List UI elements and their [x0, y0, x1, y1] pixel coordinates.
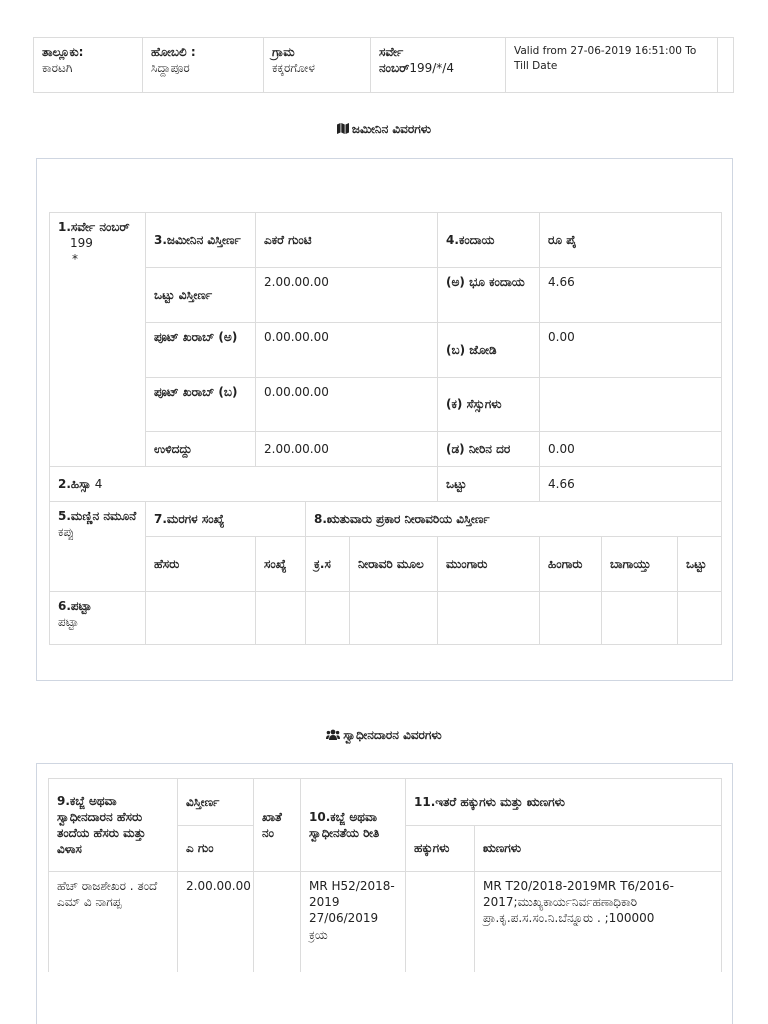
col-mungaru: ಮುಂಗಾರು	[438, 537, 540, 592]
total-extent-value: 2.00.00.00	[256, 268, 438, 323]
col-name: ಹೆಸರು	[146, 537, 256, 592]
owner-khata	[254, 872, 301, 972]
empty-cell	[540, 592, 602, 645]
remaining-label: ಉಳಿದದ್ದು	[146, 432, 256, 467]
empty-cell	[306, 592, 350, 645]
owner-details-table	[48, 778, 722, 972]
water-rate-value: 0.00	[540, 432, 722, 467]
hissa-value: 4	[94, 476, 103, 491]
owner-rights	[406, 872, 475, 972]
extent-label: 3.ಜಮೀನಿನ ವಿಸ್ತೀರ್ಣ	[146, 213, 256, 268]
owner-rights-header: 11.ಇತರೆ ಹಕ್ಕುಗಳು ಮತ್ತು ಋಣಗಳು	[406, 779, 722, 826]
col-krs: ಕ್ರ.ಸ	[306, 537, 350, 592]
owner-name-header: 9.ಕಬ್ಜೆ ಅಥವಾ ಸ್ವಾಧೀನದಾರನ ಹೆಸರು ತಂದೆಯ ಹೆಸರು ಮತ್ತು ವಿಳಾಸ	[49, 779, 178, 872]
tax-label: 4.ಕಂದಾಯ	[438, 213, 540, 268]
owner-section-title-text: ಸ್ವಾಧೀನದಾರನ ವಿವರಗಳು	[343, 728, 442, 742]
jodi-value: 0.00	[540, 323, 722, 378]
survey-no-label: 1.ಸರ್ವೇ ನಂಬರ್	[58, 220, 130, 234]
taluk-cell	[34, 38, 143, 93]
taluk-value: ಕಾರಟಗಿ	[42, 61, 73, 76]
cess-value	[540, 378, 722, 432]
patta-label: 6.ಪಟ್ಟಾ	[58, 599, 92, 613]
total-value: 4.66	[540, 467, 722, 502]
survey-cell	[371, 38, 506, 93]
survey-no-cell	[50, 213, 146, 467]
patta-cell	[50, 592, 146, 645]
col-hingaru: ಹಿಂಗಾರು	[540, 537, 602, 592]
patta-value: ಪಟ್ಟಾ	[58, 615, 79, 630]
land-details-table	[49, 212, 722, 645]
land-tax-label: (ಅ) ಭೂ ಕಂದಾಯ	[438, 268, 540, 323]
col-source: ನೀರಾವರಿ ಮೂಲ	[350, 537, 438, 592]
survey-label-2: ನಂಬರ್	[379, 61, 410, 76]
empty-cell	[256, 592, 306, 645]
empty-cell	[602, 592, 678, 645]
owner-liabilities: MR T20/2018-2019MR T6/2016-2017;ಮುಖ್ಯಕಾರ್ಯನಿರ್ವಹಣಾಧಿಕಾರಿ ಪ್ರಾ.ಕೃ.ಪ.ಸ.ಸಂ.ನಿ.ಬೆನ್ನೂರು . ;100000	[475, 872, 722, 972]
empty-cell	[350, 592, 438, 645]
owner-extent-header: ವಿಸ್ತೀರ್ಣ	[178, 779, 254, 826]
owner-method: MR H52/2018-2019 27/06/2019 ಕ್ರಯ	[301, 872, 406, 972]
empty-cell	[146, 592, 256, 645]
empty-cell	[678, 592, 722, 645]
owner-extent: 2.00.00.00	[178, 872, 254, 972]
survey-label: ಸರ್ವೇ	[379, 45, 404, 59]
remaining-value: 2.00.00.00	[256, 432, 438, 467]
irrigation-label: 8.ಋತುವಾರು ಪ್ರಕಾರ ನೀರಾವರಿಯ ವಿಸ್ತೀರ್ಣ	[306, 502, 722, 537]
owner-method-header: 10.ಕಬ್ಜೆ ಅಥವಾ ಸ್ವಾಧೀನತೆಯ ರೀತಿ	[301, 779, 406, 872]
map-icon	[337, 123, 349, 137]
owner-liabilities-sub: ಋಣಗಳು	[475, 826, 722, 872]
village-cell	[264, 38, 371, 93]
soil-label: 5.ಮಣ್ಣಿನ ನಮೂನೆ	[58, 509, 137, 523]
jodi-label: (ಬ) ಜೋಡಿ	[438, 323, 540, 378]
village-label: ಗ್ರಾಮ	[272, 45, 295, 59]
total-label: ಒಟ್ಟು	[438, 467, 540, 502]
col-count: ಸಂಖ್ಯೆ	[256, 537, 306, 592]
owner-section-title	[0, 728, 768, 743]
soil-cell	[50, 502, 146, 592]
pot-kharab-b-label: ಪೂಟ್ ಖರಾಬ್ (ಬ)	[146, 378, 256, 432]
validity-cell	[506, 38, 718, 93]
land-section-title-text: ಜಮೀನಿನ ವಿವರಗಳು	[351, 122, 432, 136]
soil-value: ಕಪ್ಪು	[58, 525, 75, 540]
village-value: ಕಕ್ಕರಗೋಳ	[272, 61, 315, 76]
pot-kharab-a-value: 0.00.00.00	[256, 323, 438, 378]
validity-text: Valid from 27-06-2019 16:51:00 To Till Date	[514, 45, 697, 73]
owner-khata-header: ಖಾತೆ ನಂ	[254, 779, 301, 872]
total-extent-label: ಒಟ್ಟು ವಿಸ್ತೀರ್ಣ	[146, 268, 256, 323]
users-icon	[326, 729, 340, 743]
owner-name: ಹೆಚ್ ರಾಜಶೇಖರ . ತಂದೆ ಎಮ್ ವಿ ನಾಗಪ್ಪ	[49, 872, 178, 972]
col-bagayat: ಬಾಗಾಯ್ತು	[602, 537, 678, 592]
hissa-cell	[50, 467, 438, 502]
hissa-label: 2.ಹಿಸ್ಸಾ	[58, 476, 91, 491]
pot-kharab-a-label: ಪೂಟ್ ಖರಾಬ್ (ಅ)	[146, 323, 256, 378]
cess-label: (ಕ) ಸೆಸ್ಸುಗಳು	[438, 378, 540, 432]
col-total: ಒಟ್ಟು	[678, 537, 722, 592]
survey-no-value: 199	[70, 236, 93, 251]
taluk-label: ತಾಲ್ಲೂಕು:	[42, 45, 84, 59]
hobli-cell	[143, 38, 264, 93]
header-strip	[33, 37, 734, 93]
empty-cell	[438, 592, 540, 645]
land-section-title	[0, 122, 768, 137]
survey-no-sub: *	[72, 252, 78, 267]
hobli-value: ಸಿದ್ದಾಪೂರ	[151, 61, 190, 76]
pot-kharab-b-value: 0.00.00.00	[256, 378, 438, 432]
unit-label: ಎಕರೆ ಗುಂಟಿ	[256, 213, 438, 268]
land-tax-value: 4.66	[540, 268, 722, 323]
hobli-label: ಹೋಬಲಿ :	[151, 45, 196, 59]
owner-extent-sub: ಎ ಗುಂ	[178, 826, 254, 872]
trees-label: 7.ಮರಗಳ ಸಂಖ್ಯೆ	[146, 502, 306, 537]
rupee-label: ರೂ ಪೈ	[540, 213, 722, 268]
water-rate-label: (ಡ) ನೀರಿನ ದರ	[438, 432, 540, 467]
header-empty-cell	[718, 38, 734, 93]
survey-value: 199/*/4	[409, 61, 454, 76]
owner-rights-sub: ಹಕ್ಕುಗಳು	[406, 826, 475, 872]
